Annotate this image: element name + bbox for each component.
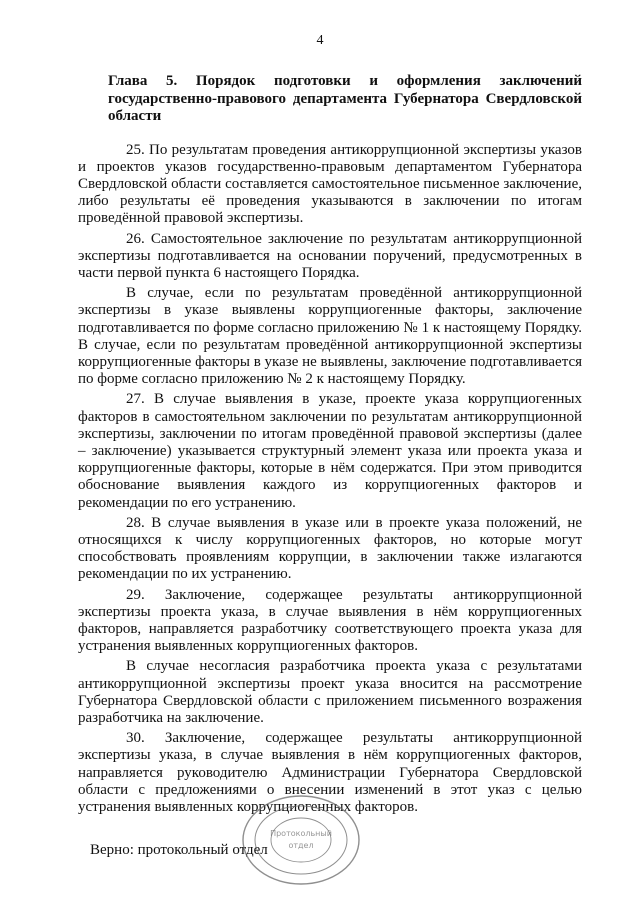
paragraph-25: 25. По результатам проведения антикоррупционной экспертизы указов и проектов указов государственно-правовым департаментом Губернатора Свердловской области составляется самостоятельное письменное заключение, либо результаты её проведения указываются в заключении по итогам проведённой правовой экспертизы.	[78, 141, 582, 227]
round-stamp-icon	[236, 790, 366, 890]
paragraph-26-continued: В случае, если по результатам проведённой антикоррупционной экспертизы в указе выявлены коррупциогенные факторы, заключение подготавливается по форме согласно приложению № 1 к настоящему Порядку. В случае, если по результатам проведённой антикоррупционной экспертизы коррупциогенные факторы в указе не выявлены, заключение подготавливается по форме согласно приложению № 2 к настоящему Порядку.	[78, 285, 582, 388]
paragraph-26: 26. Самостоятельное заключение по результатам антикоррупционной экспертизы подготавливается на основании поручений, предусмотренных в части первой пункта 6 настоящего Порядка.	[78, 230, 582, 281]
certification-signature: Верно: протокольный отдел	[90, 842, 268, 858]
paragraph-29-continued: В случае несогласия разработчика проекта указа с результатами антикоррупционной экспертизы проект указа вносится на рассмотрение Губернатора Свердловской области с приложением письменного возражения разработчика на заключение.	[78, 658, 582, 726]
document-body	[78, 73, 582, 819]
chapter-title: Глава 5. Порядок подготовки и оформления заключений государственно-правового департамента Губернатора Свердловской области	[108, 73, 582, 124]
paragraph-27: 27. В случае выявления в указе, проекте указа коррупциогенных факторов в самостоятельном заключении по результатам антикоррупционной экспертизы, заключении по итогам проведённой правовой экспертизы (далее – заключение) указывается структурный элемент указа или проекта указа и коррупциогенные факторы, которые в нём содержатся. При этом приводится обоснование выявления каждого из коррупциогенных факторов и рекомендации по его устранению.	[78, 391, 582, 511]
paragraph-29: 29. Заключение, содержащее результаты антикоррупционной экспертизы проекта указа, в случае выявления в нём коррупциогенных факторов, направляется разработчику соответствующего проекта указа для устранения выявленных коррупциогенных факторов.	[78, 586, 582, 655]
paragraph-28: 28. В случае выявления в указе или в проекте указа положений, не относящихся к числу коррупциогенных факторов, но которые могут способствовать проявлениям коррупции, в заключении также излагаются рекомендации по их устранению.	[78, 514, 582, 583]
stamp-text-line2: отдел	[288, 841, 314, 850]
paragraph-30: 30. Заключение, содержащее результаты антикоррупционной экспертизы указа, в случае выявления в нём коррупциогенных факторов, направляется руководителю Администрации Губернатора Свердловской области с предложениями о внесении изменений в этот указ с целью устранения выявленных коррупциогенных факторов.	[78, 730, 582, 816]
page-number: 4	[316, 33, 324, 48]
stamp-text-line1: Протокольный	[270, 829, 332, 838]
